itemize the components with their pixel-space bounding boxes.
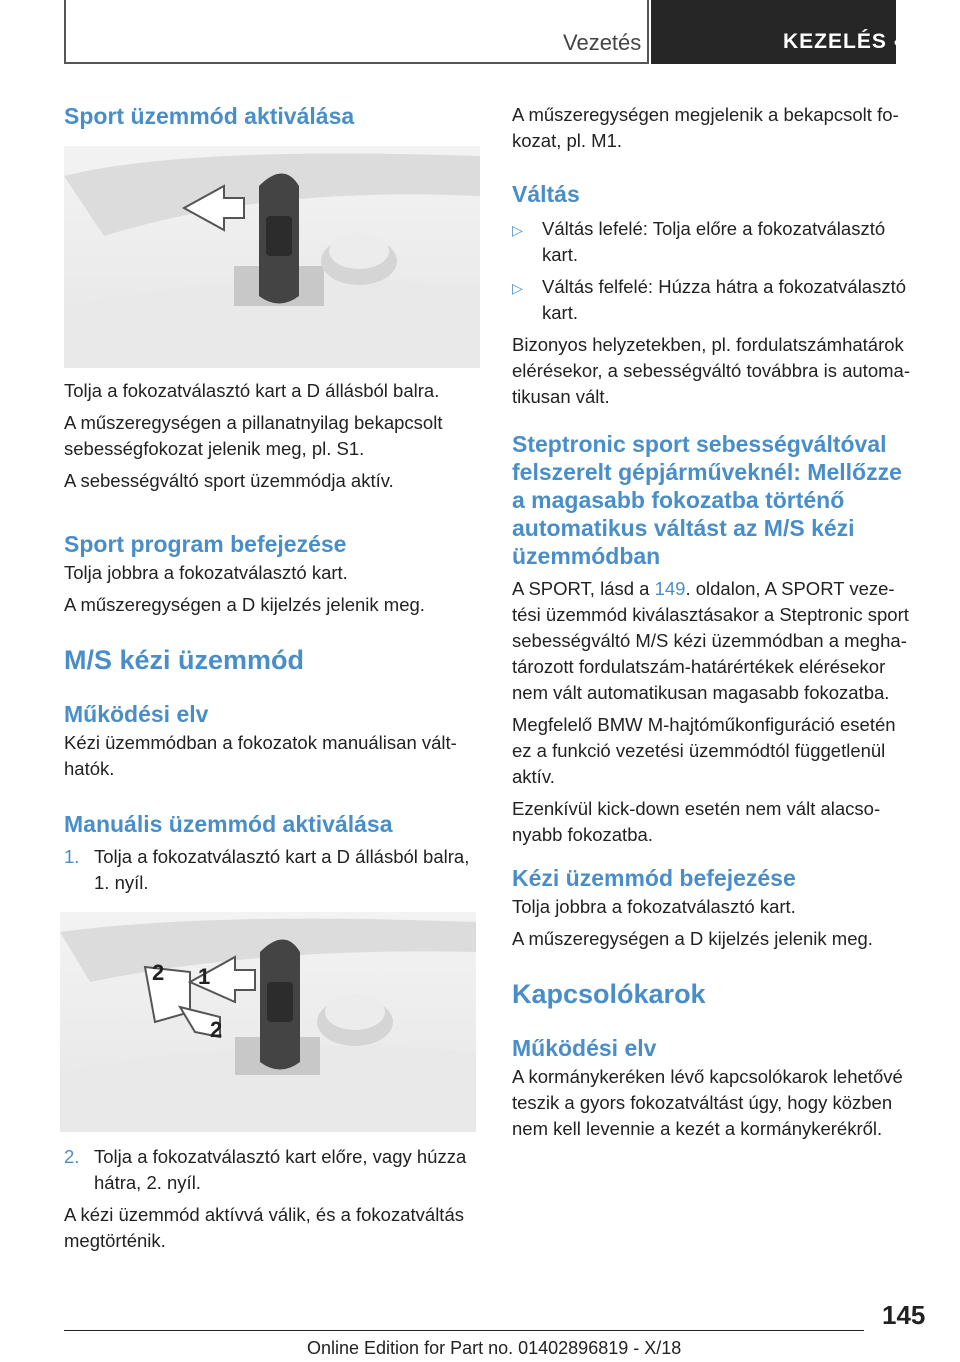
- paragraph: kozat, pl. M1.: [512, 130, 623, 151]
- header-tab-label: KEZELÉS: [783, 30, 887, 53]
- paragraph: A sebességváltó sport üzemmódja aktív.: [64, 470, 394, 491]
- paragraph: sebességváltó M/S kézi üzemmódban a megha-: [512, 630, 907, 651]
- paragraph: nem vált automatikusan magasabb fokozatba.: [512, 682, 890, 703]
- paragraph: Tolja a fokozatválasztó kart a D állásból balra.: [64, 380, 440, 401]
- paragraph: A műszeregységen megjelenik a bekapcsolt fo-: [512, 104, 899, 125]
- paragraph: tikusan vált.: [512, 386, 610, 407]
- heading-manual-end: Kézi üzemmód befejezése: [512, 865, 796, 891]
- heading-sport-activation: Sport üzemmód aktiválása: [64, 103, 355, 129]
- paragraph: A kézi üzemmód aktívvá válik, és a fokozatváltás: [64, 1204, 464, 1225]
- step-number: 2.: [64, 1146, 80, 1167]
- paragraph: [512, 576, 932, 602]
- heading-principle: Működési elv: [512, 1035, 657, 1061]
- gear-selector-image-1: [64, 146, 480, 368]
- header-underline: [64, 62, 649, 64]
- paragraph: nem kell levennie a kezét a kormánykerékről.: [512, 1118, 883, 1139]
- page-reference-link[interactable]: 149: [654, 578, 686, 599]
- paragraph: Tolja jobbra a fokozatválasztó kart.: [512, 896, 796, 917]
- heading-sport-program-end: Sport program befejezése: [64, 531, 347, 557]
- footer-divider: [64, 1330, 864, 1331]
- header-section: Vezetés: [563, 30, 642, 55]
- paragraph: Bizonyos helyzetekben, pl. fordulatszámhatárok: [512, 334, 904, 355]
- bullet-text: kart.: [542, 244, 578, 265]
- bullet-triangle-icon: ▷: [512, 280, 523, 296]
- heading-shifting: Váltás: [512, 181, 580, 207]
- arrow-label: 1: [198, 964, 211, 989]
- text: . oldalon, A SPORT veze-: [685, 578, 895, 599]
- hand-pointer-icon: [893, 24, 923, 58]
- heading-manual-activation: Manuális üzemmód aktiválása: [64, 811, 393, 837]
- paragraph: nyabb fokozatba.: [512, 824, 653, 845]
- bullet-text: kart.: [542, 302, 578, 323]
- list-item: [64, 844, 484, 896]
- gear-selector-image-2: [60, 912, 476, 1132]
- paragraph: ez a funkció vezetési üzemmódtól függetlenül: [512, 740, 886, 761]
- paragraph: Tolja jobbra a fokozatválasztó kart.: [64, 562, 348, 583]
- header-divider: [64, 0, 66, 64]
- paragraph: aktív.: [512, 766, 555, 787]
- list-item: [64, 1144, 484, 1196]
- paragraph: A műszeregységen a D kijelzés jelenik meg.: [512, 928, 873, 949]
- heading-steptronic: üzemmódban: [512, 543, 661, 569]
- header-divider: [647, 0, 649, 64]
- heading-principle: Működési elv: [64, 701, 209, 727]
- heading-steptronic: Steptronic sport sebességváltóval: [512, 431, 887, 457]
- paragraph: tési üzemmód kiválasztásakor a Steptronic sport: [512, 604, 909, 625]
- list-item: [512, 216, 932, 268]
- page-number: 145: [882, 1300, 926, 1330]
- step-text: hátra, 2. nyíl.: [94, 1172, 201, 1193]
- paragraph: A műszeregységen a pillanatnyilag bekapcsolt: [64, 412, 443, 433]
- paragraph: hatók.: [64, 758, 115, 779]
- step-text: Tolja a fokozatválasztó kart előre, vagy húzza: [94, 1146, 467, 1167]
- paragraph: Kézi üzemmódban a fokozatok manuálisan vált-: [64, 732, 457, 753]
- heading-paddles: Kapcsolókarok: [512, 979, 706, 1009]
- paragraph: megtörténik.: [64, 1230, 166, 1251]
- paragraph: A kormánykeréken lévő kapcsolókarok lehetővé: [512, 1066, 903, 1087]
- heading-steptronic: a magasabb fokozatba történő: [512, 487, 845, 513]
- paragraph: Ezenkívül kick-down esetén nem vált alacso-: [512, 798, 881, 819]
- paragraph: Megfelelő BMW M-hajtóműkonfiguráció esetén: [512, 714, 896, 735]
- paragraph: A műszeregységen a D kijelzés jelenik meg.: [64, 594, 425, 615]
- paragraph: tározott fordulatszám-határértékek elérésekor: [512, 656, 886, 677]
- bullet-text: Váltás felfelé: Húzza hátra a fokozatválasztó: [542, 276, 907, 297]
- paragraph: elérésekor, a sebességváltó továbbra is automa-: [512, 360, 910, 381]
- arrow-label: 2: [210, 1017, 223, 1042]
- heading-steptronic: felszerelt gépjárműveknél: Mellőzze: [512, 459, 902, 485]
- bullet-text: Váltás lefelé: Tolja előre a fokozatválasztó: [542, 218, 886, 239]
- text: A SPORT, lásd a: [512, 578, 655, 599]
- heading-ms-manual-mode: M/S kézi üzemmód: [64, 645, 305, 675]
- paragraph: teszik a gyors fokozatváltást úgy, hogy közben: [512, 1092, 893, 1113]
- bullet-triangle-icon: ▷: [512, 222, 523, 238]
- heading-steptronic: automatikus váltást az M/S kézi: [512, 515, 855, 541]
- list-item: [512, 274, 932, 326]
- footer-edition: Online Edition for Part no. 01402896819 - X/18: [307, 1338, 682, 1358]
- arrow-label: 2: [152, 960, 165, 985]
- step-text: 1. nyíl.: [94, 872, 149, 893]
- step-number: 1.: [64, 846, 80, 867]
- paragraph: sebességfokozat jelenik meg, pl. S1.: [64, 438, 365, 459]
- step-text: Tolja a fokozatválasztó kart a D állásból balra,: [94, 846, 470, 867]
